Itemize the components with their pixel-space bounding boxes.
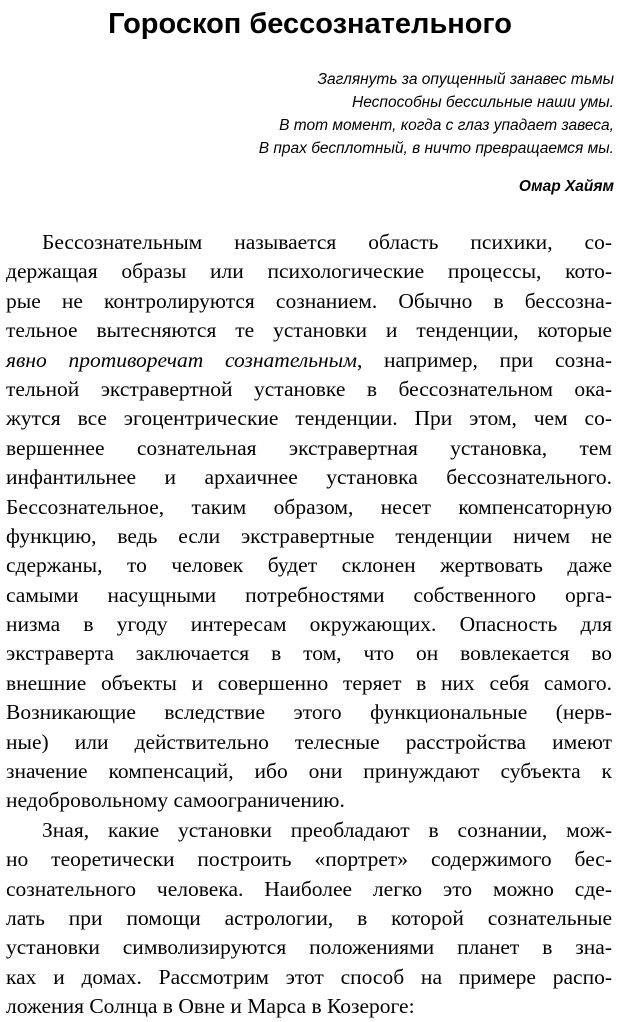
text-line: жутся все эгоцентрические тенденции. При этом, чем со- — [6, 406, 612, 431]
text-line: держащая образы или психологические процессы, кото- — [6, 259, 612, 284]
text-line: Бессознательное, таким образом, несет компенсаторную — [6, 494, 612, 519]
text-line: установки символизируются положениями планет в зна- — [6, 935, 612, 960]
text-line: тельной экстравертной установке в бессознательном ока- — [6, 376, 612, 401]
epigraph — [14, 68, 614, 160]
text-line: ные) или действительно телесные расстройства имеют — [6, 729, 612, 754]
text-line: рые не контролируются сознанием. Обычно в бессозна- — [6, 288, 612, 313]
text-line: значение компенсаций, ибо они принуждают субъекта к — [6, 759, 612, 784]
text-line: функцию, ведь если экстравертные тенденции ничем не — [6, 523, 612, 548]
text-line: недобровольному самоограничению. — [6, 788, 345, 813]
text-line: инфантильнее и архаичнее установка бессознательного. — [6, 465, 612, 490]
text-line: вершеннее сознательная экстравертная установка, тем — [6, 435, 612, 460]
text-line: но теоретически построить «портрет» содержимого бес- — [6, 847, 612, 872]
epigraph-author: Омар Хайям — [518, 178, 614, 195]
paragraph-1 — [6, 228, 612, 816]
text-line: ках и домах. Рассмотрим этот способ на примере распо- — [6, 964, 612, 989]
paragraph-2 — [6, 816, 612, 1022]
text-line: внешние объекты и совершенно теряет в них себя самого. — [6, 670, 612, 695]
epigraph-line: Неспособны бессильные наши умы. — [352, 94, 614, 111]
text-line: низма в угоду интересам окружающих. Опасность для — [6, 612, 612, 637]
text-line: ложения Солнца в Овне и Марса в Козероге: — [6, 994, 415, 1019]
body-text — [6, 228, 612, 1022]
text-line: Бессознательным называется область психики, со- — [42, 230, 612, 254]
text-line: тельное вытесняются те установки и тенденции, которые — [6, 318, 612, 343]
italic-phrase: явно противоречат сознательным — [6, 347, 357, 372]
epigraph-line: В тот момент, когда с глаз упадает завеса, — [279, 117, 614, 134]
text-line: Возникающие вследствие этого функциональные (нерв- — [6, 700, 612, 725]
text-line: самыми насущными потребностями собственного орга- — [6, 582, 612, 607]
chapter-title: Гороскоп бессознательного — [108, 8, 512, 40]
epigraph-line: Заглянуть за опущенный занавес тьмы — [317, 71, 614, 88]
text-line — [6, 346, 612, 375]
text-line: экстраверта заключается в том, что он вовлекается во — [6, 641, 612, 666]
epigraph-line: В прах бесплотный, в ничто превращаемся мы. — [258, 140, 614, 157]
text-line: лать при помощи астрологии, в которой сознательные — [6, 905, 612, 930]
text-line: сдержаны, то человек будет склонен жертвовать даже — [6, 553, 612, 578]
text-line: сознательного человека. Наиболее легко это можно сде- — [6, 876, 612, 901]
text-fragment: , например, при созна- — [356, 347, 613, 372]
text-line: Зная, какие установки преобладают в сознании, мож- — [42, 817, 612, 842]
